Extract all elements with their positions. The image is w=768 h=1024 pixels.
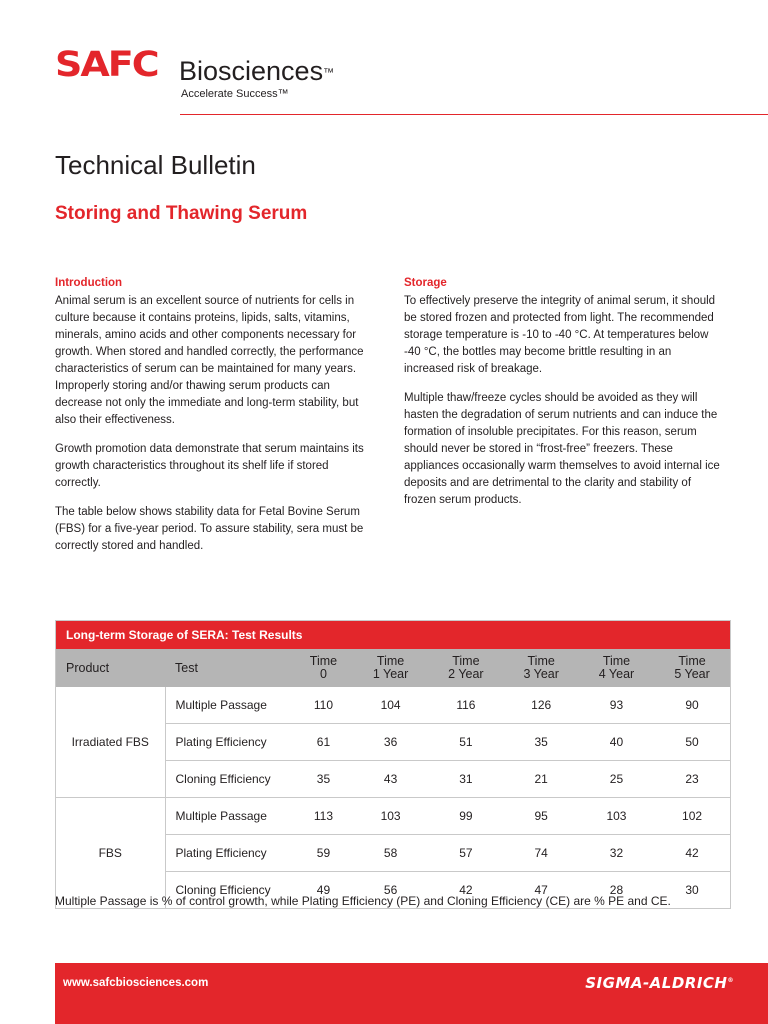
table-body — [56, 687, 731, 909]
sigma-aldrich-logo: SIGMA-ALDRICH® — [585, 974, 734, 992]
column-header: Time 1 Year — [353, 649, 428, 687]
footer-website-link[interactable]: www.safcbiosciences.com — [63, 977, 209, 989]
value-cell: 95 — [504, 798, 579, 835]
value-cell: 51 — [428, 724, 503, 761]
value-cell: 42 — [428, 872, 503, 909]
value-cell: 104 — [353, 687, 428, 724]
table-caption: Long-term Storage of SERA: Test Results — [56, 621, 731, 650]
value-cell: 61 — [294, 724, 353, 761]
value-cell: 103 — [353, 798, 428, 835]
column-header: Time 4 Year — [579, 649, 654, 687]
introduction-paragraph: Growth promotion data demonstrate that serum maintains its growth characteristics throughout its shelf life if stored correctly. — [55, 443, 364, 489]
table-footnote: Multiple Passage is % of control growth, while Plating Efficiency (PE) and Cloning Efficiency (CE) are % PE and CE. — [55, 894, 671, 908]
column-header: Time 2 Year — [428, 649, 503, 687]
brand-name: Biosciences™ — [179, 56, 335, 86]
introduction-paragraph: The table below shows stability data for Fetal Bovine Serum (FBS) for a five-year period. To assure stability, sera must be correctly stored and handled. — [55, 506, 364, 552]
header-divider — [180, 114, 768, 115]
test-cell: Cloning Efficiency — [165, 761, 294, 798]
value-cell: 113 — [294, 798, 353, 835]
value-cell: 31 — [428, 761, 503, 798]
value-cell: 28 — [579, 872, 654, 909]
test-cell: Plating Efficiency — [165, 724, 294, 761]
column-header: Time 5 Year — [654, 649, 730, 687]
value-cell: 30 — [654, 872, 730, 909]
brand-tagline: Accelerate Success™ — [181, 88, 289, 100]
value-cell: 102 — [654, 798, 730, 835]
introduction-heading: Introduction — [55, 277, 123, 289]
storage-heading: Storage — [404, 277, 447, 289]
value-cell: 32 — [579, 835, 654, 872]
table-row — [56, 687, 731, 724]
value-cell: 56 — [353, 872, 428, 909]
value-cell: 35 — [504, 724, 579, 761]
column-header: Test — [165, 649, 294, 687]
table-row — [56, 798, 731, 835]
value-cell: 49 — [294, 872, 353, 909]
product-cell: Irradiated FBS — [56, 687, 166, 798]
value-cell: 23 — [654, 761, 730, 798]
column-header: Time 3 Year — [504, 649, 579, 687]
value-cell: 47 — [504, 872, 579, 909]
document-type: Technical Bulletin — [55, 150, 256, 180]
column-header: Time 0 — [294, 649, 353, 687]
test-cell: Cloning Efficiency — [165, 872, 294, 909]
value-cell: 74 — [504, 835, 579, 872]
value-cell: 40 — [579, 724, 654, 761]
table-caption-row — [56, 621, 731, 650]
value-cell: 126 — [504, 687, 579, 724]
value-cell: 116 — [428, 687, 503, 724]
value-cell: 58 — [353, 835, 428, 872]
test-cell: Plating Efficiency — [165, 835, 294, 872]
column-header: Product — [56, 649, 166, 687]
value-cell: 21 — [504, 761, 579, 798]
introduction-paragraph: Animal serum is an excellent source of nutrients for cells in culture because it contains proteins, lipids, salts, vitamins, minerals, amino acids and other components necessary for growth. When stored and handled correctly, the performance characteristics of serum can be maintained for many years. Improperly storing and/or thawing serum products can decrease not only the immediate and long-term stability, but also their effectiveness. — [55, 295, 364, 426]
value-cell: 103 — [579, 798, 654, 835]
results-table — [55, 620, 731, 909]
value-cell: 42 — [654, 835, 730, 872]
value-cell: 36 — [353, 724, 428, 761]
document-title: Storing and Thawing Serum — [55, 203, 308, 224]
product-cell: FBS — [56, 798, 166, 909]
value-cell: 35 — [294, 761, 353, 798]
table-header-row — [56, 649, 731, 687]
test-cell: Multiple Passage — [165, 798, 294, 835]
value-cell: 99 — [428, 798, 503, 835]
value-cell: 59 — [294, 835, 353, 872]
value-cell: 43 — [353, 761, 428, 798]
storage-paragraph: To effectively preserve the integrity of animal serum, it should be stored frozen and protected from light. The recommended storage temperature is -10 to -40 °C. At temperatures below -40 °C, the bottles may become brittle resulting in an increased risk of breakage. — [404, 295, 716, 375]
value-cell: 110 — [294, 687, 353, 724]
safc-logo-text: SAFC — [55, 43, 158, 85]
introduction-section — [55, 275, 375, 567]
footer-bar — [55, 963, 768, 1024]
value-cell: 25 — [579, 761, 654, 798]
storage-section — [404, 275, 724, 521]
value-cell: 50 — [654, 724, 730, 761]
value-cell: 93 — [579, 687, 654, 724]
value-cell: 90 — [654, 687, 730, 724]
storage-paragraph: Multiple thaw/freeze cycles should be avoided as they will hasten the degradation of serum nutrients and can induce the formation of insoluble precipitates. For this reason, serum should never be stored in “frost-free” freezers. These appliances occasionally warm themselves to avoid internal ice deposits and are detrimental to the clarity and stability of frozen serum products. — [404, 392, 720, 506]
value-cell: 57 — [428, 835, 503, 872]
test-cell: Multiple Passage — [165, 687, 294, 724]
